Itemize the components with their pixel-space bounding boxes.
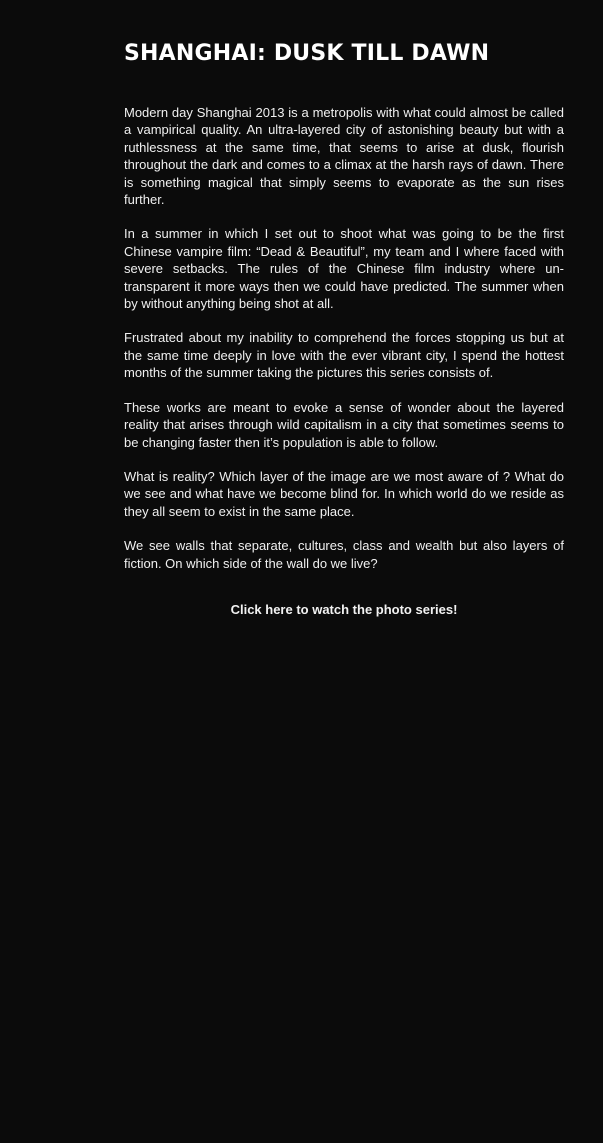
article-paragraph: These works are meant to evoke a sense of wonder about the layered reality that arises through wild capitalism in a city that sometimes seems to be changing faster then it’s population is able to follow. [124, 399, 564, 450]
cta-container [124, 599, 564, 619]
article-body [124, 104, 564, 572]
article-paragraph: We see walls that separate, cultures, class and wealth but also layers of fiction. On which side of the wall do we live? [124, 538, 564, 571]
article-paragraph: Frustrated about my inability to comprehend the forces stopping us but at the same time deeply in love with the ever vibrant city, I spend the hottest months of the summer taking the pictures this series consists of. [124, 330, 564, 381]
article-paragraph: In a summer in which I set out to shoot what was going to be the first Chinese vampire film: “Dead & Beautiful”, my team and I where faced with severe setbacks. The rules of the Chinese film industry where un-transparent it more ways then we could have predicted. The summer when by without anything being shot at all. [124, 226, 564, 312]
article-paragraph: What is reality? Which layer of the image are we most aware of ? What do we see and what have we become blind for. In which world do we reside as they all seem to exist in the same place. [124, 468, 564, 519]
page-title: SHANGHAI: DUSK TILL DAWN [124, 41, 490, 66]
article-container [124, 40, 564, 619]
article-paragraph: Modern day Shanghai 2013 is a metropolis with what could almost be called a vampirical quality. An ultra-layered city of astonishing beauty but with a ruthlessness at the same time, that seems to arise at dusk, flourish throughout the dark and comes to a climax at the harsh rays of dawn. There is something magical that simply seems to evaporate as the sun rises further. [124, 105, 564, 208]
watch-photo-series-link[interactable]: Click here to watch the photo series! [230, 601, 458, 617]
